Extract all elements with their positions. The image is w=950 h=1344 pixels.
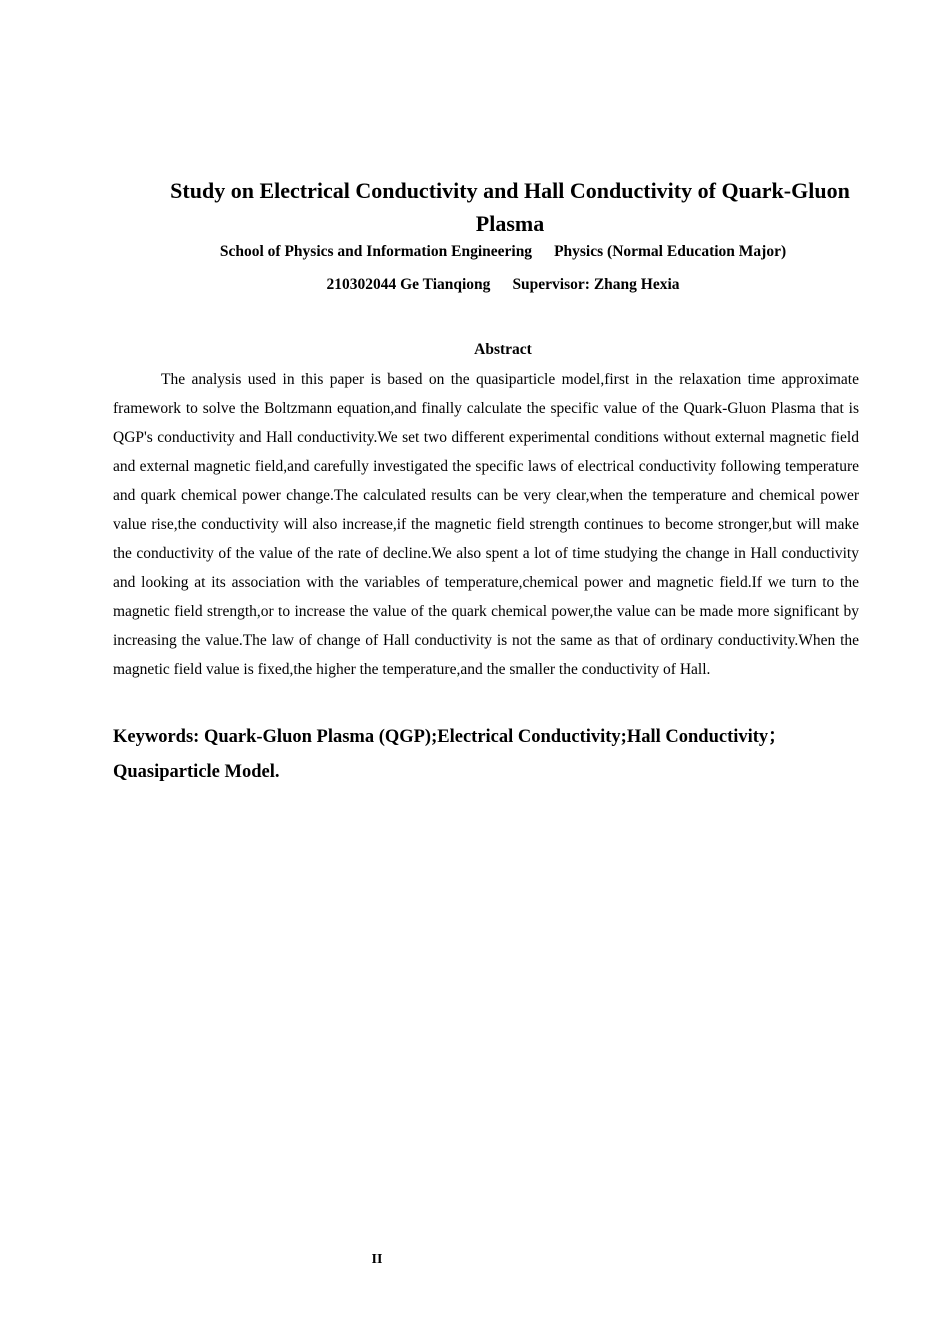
major-name: Physics (Normal Education Major) [554,243,787,260]
affiliation-line [113,241,893,263]
page-number: II [371,1252,383,1267]
abstract-heading: Abstract [474,341,532,358]
supervisor-name: Supervisor: Zhang Hexia [512,276,680,293]
paper-title: Study on Electrical Conductivity and Hall Conductivity of Quark-Gluon Plasma [170,178,850,236]
abstract-paragraph: The analysis used in this paper is based on the quasiparticle model,first in the relaxation time approximate framework to solve the Boltzmann equation,and finally calculate the specific value of the Quark-Gluon Plasma that is QGP's conductivity and Hall conductivity.We set two different experimental conditions without external magnetic field and external magnetic field,and carefully investigated the specific laws of electrical conductivity following temperature and quark chemical power change.The calculated results can be very clear,when the temperature and chemical power value rise,the conductivity will also increase,if the magnetic field strength continues to become stronger,but will make the conductivity of the value of the rate of decline.We also spent a lot of time studying the change in Hall conductivity and looking at its association with the variables of temperature,chemical power and magnetic field.If we turn to the magnetic field strength,or to increase the value of the quark chemical power,the value can be made more significant by increasing the value.The law of change of Hall conductivity is not the same as that of ordinary conductivity.When the magnetic field value is fixed,the higher the temperature,and the smaller the conductivity of Hall. [113,371,859,678]
author-line [113,274,893,296]
school-name: School of Physics and Information Engineering [219,243,533,260]
keywords-line: Keywords: Quark-Gluon Plasma (QGP);Electrical Conductivity;Hall Conductivity；Quasiparticle Model. [113,727,787,782]
student-id-name: 210302044 Ge Tianqiong [326,276,491,293]
